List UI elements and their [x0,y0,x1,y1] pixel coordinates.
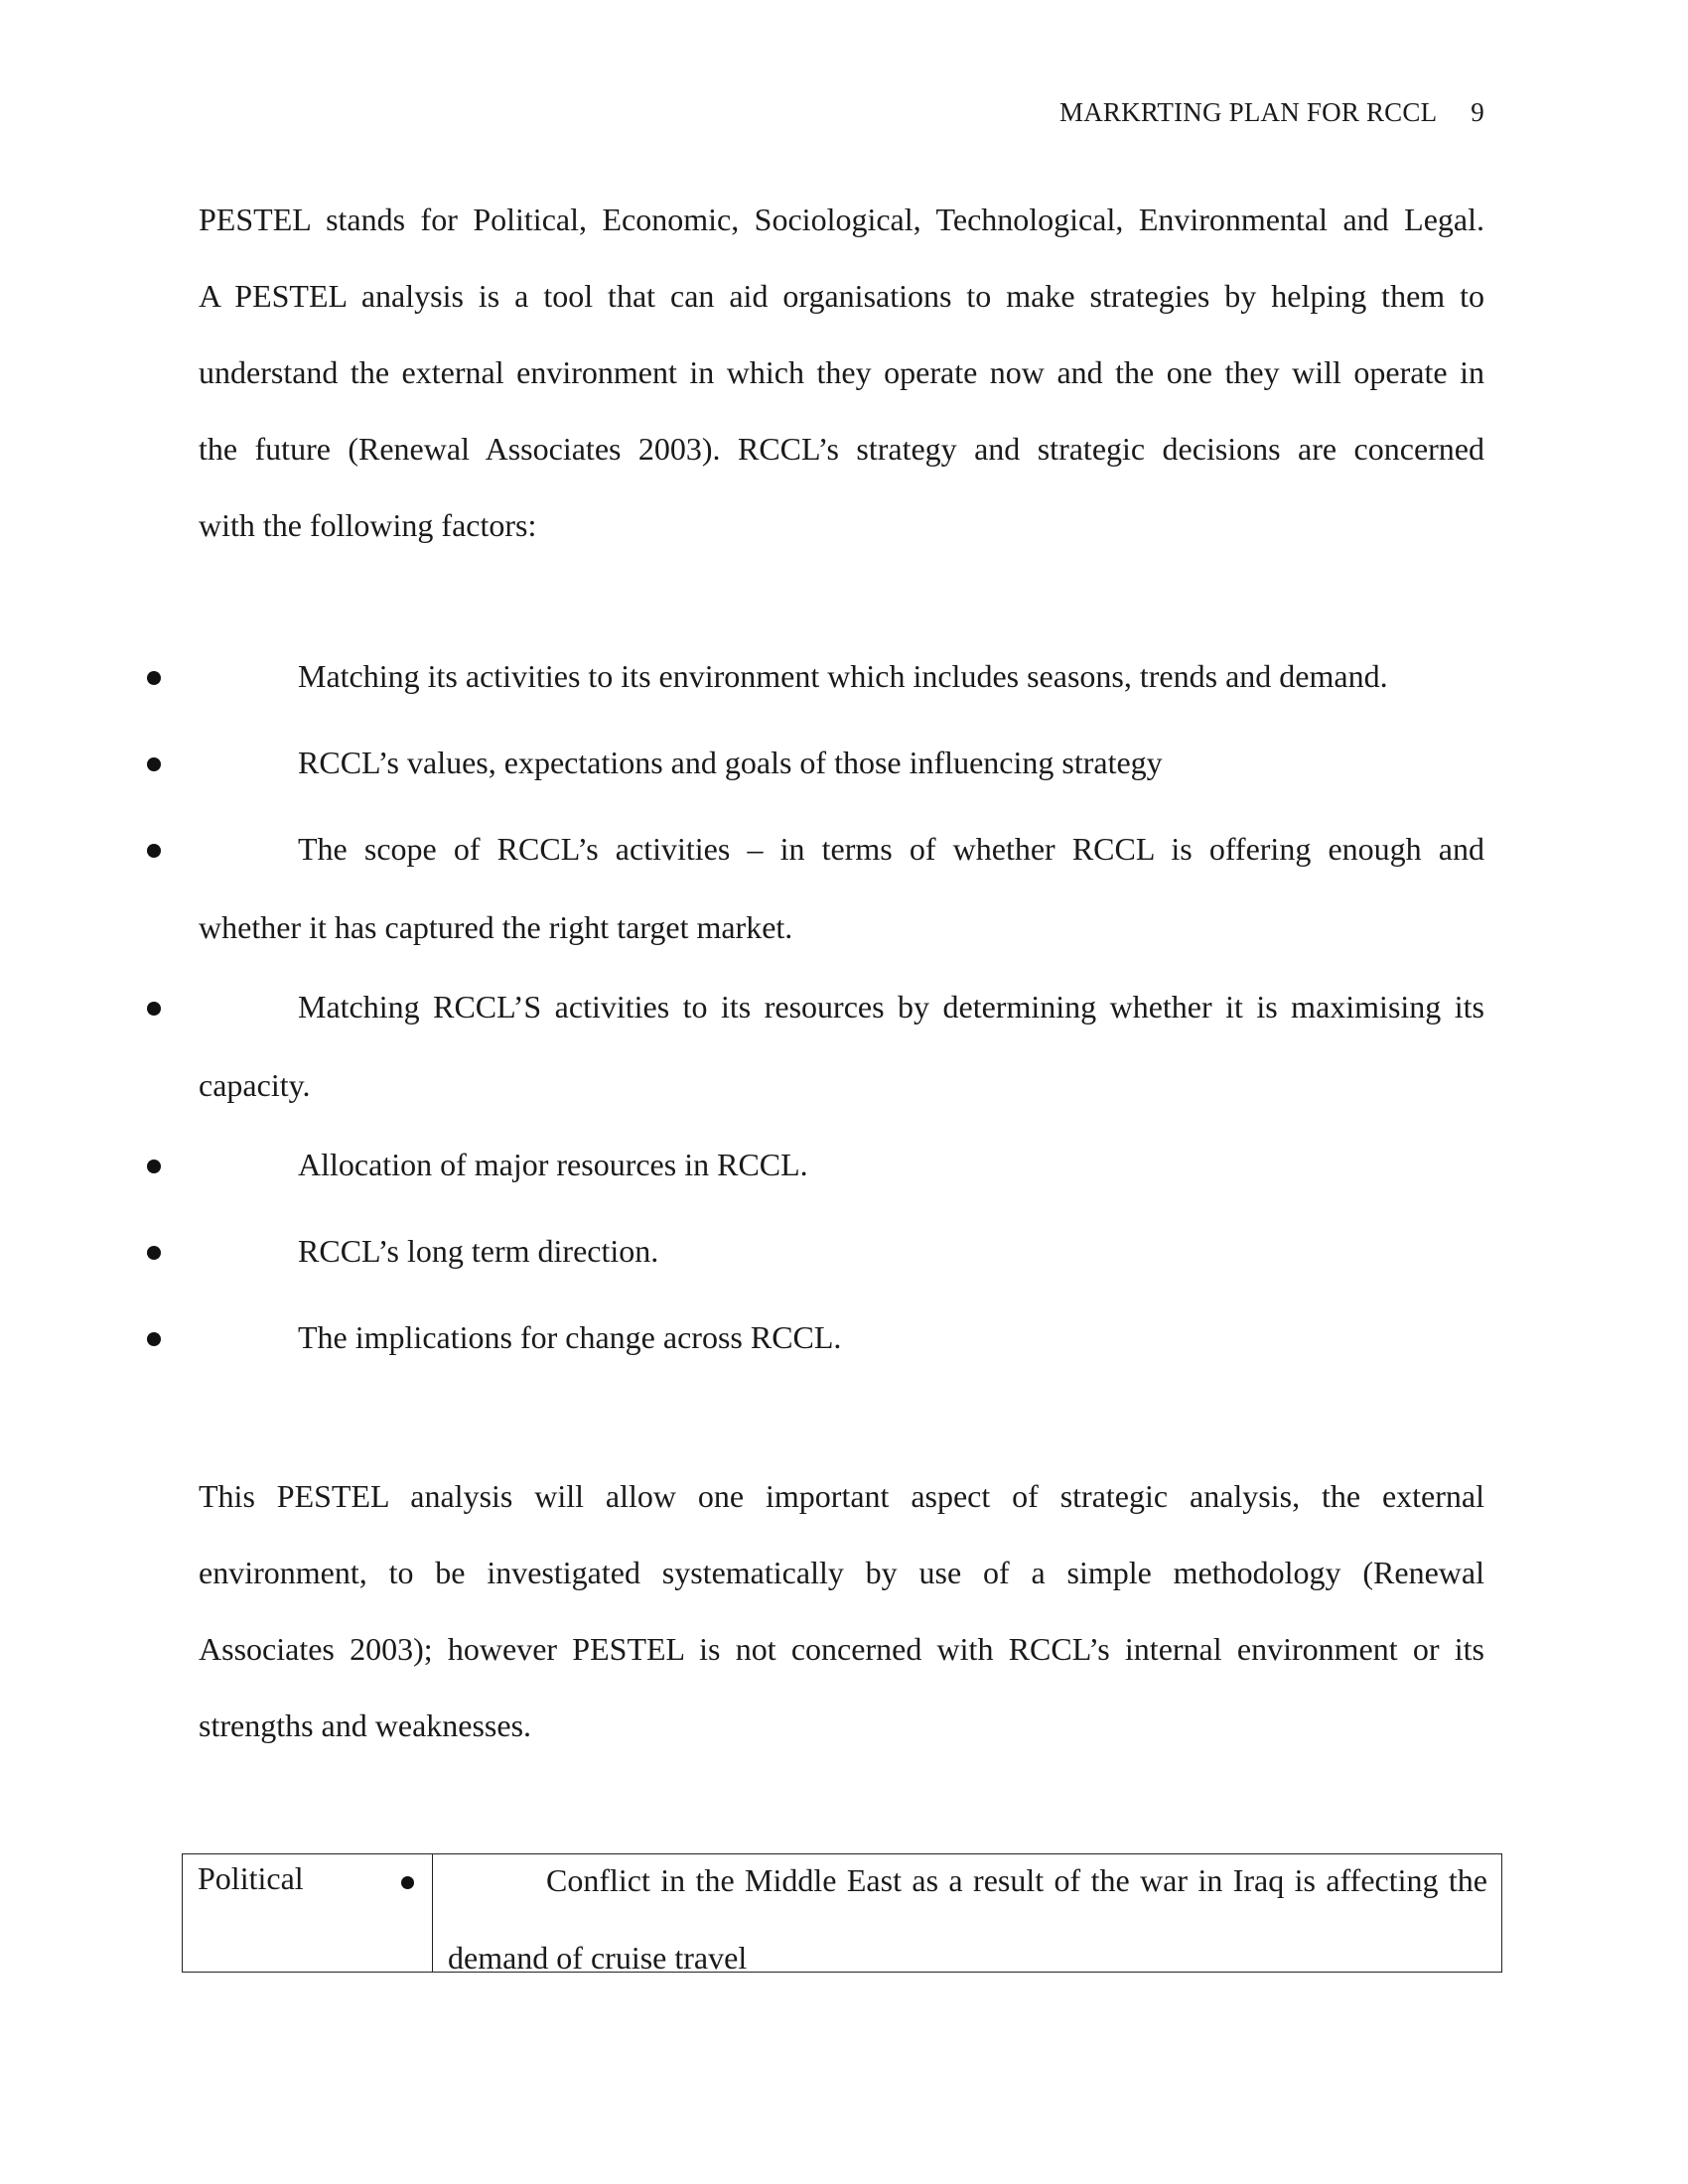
closing-line: environment, to be investigated systematically by use of a simple methodology (Renewal [199,1555,1484,1590]
list-item-text: The implications for change across RCCL. [298,1319,842,1355]
bullet-icon [147,844,161,858]
intro-line: with the following factors: [199,507,537,543]
pestel-table [182,1853,1502,1976]
intro-line: understand the external environment in which they operate now and the one they will operate in [199,354,1484,390]
closing-paragraph [199,1458,1484,1764]
intro-line: PESTEL stands for Political, Economic, Sociological, Technological, Environmental and Legal. [199,202,1484,237]
table-cell-description: Conflict in the Middle East as a result of the war in Iraq is affecting the [546,1862,1487,1898]
list-item-text: Matching its activities to its environment which includes seasons, trends and demand. [298,658,1388,694]
running-head [1059,97,1484,128]
list-item-text: Matching RCCL’S activities to its resources by determining whether it is maximising its [298,989,1484,1024]
list-item-continuation: capacity. [199,1067,311,1103]
list-item-text: RCCL’s long term direction. [298,1233,659,1269]
closing-line: strengths and weaknesses. [199,1707,532,1743]
bullet-icon [147,1246,161,1260]
bullet-icon [147,671,161,685]
closing-line: Associates 2003); however PESTEL is not concerned with RCCL’s internal environment or its [199,1631,1484,1667]
bullet-icon [147,1002,161,1016]
page-number: 9 [1471,97,1484,127]
intro-line: A PESTEL analysis is a tool that can aid organisations to make strategies by helping them to [199,278,1484,314]
table-cell-description-continuation: demand of cruise travel [448,1940,748,1976]
list-item-text: RCCL’s values, expectations and goals of those influencing strategy [298,745,1163,780]
bullet-icon [147,1332,161,1346]
intro-line: the future (Renewal Associates 2003). RCCL’s strategy and strategic decisions are concerned [199,431,1484,467]
intro-paragraph [199,182,1484,564]
list-item-text: Allocation of major resources in RCCL. [298,1147,808,1182]
closing-line: This PESTEL analysis will allow one important aspect of strategic analysis, the external [199,1478,1484,1514]
running-title: MARKRTING PLAN FOR RCCL [1059,97,1438,127]
bullet-icon [147,1160,161,1173]
list-item-text: The scope of RCCL’s activities – in terms of whether RCCL is offering enough and [298,831,1484,867]
category-label: Political [198,1860,304,1896]
list-item-continuation: whether it has captured the right target market. [199,909,793,945]
bullet-icon [147,757,161,771]
bullet-icon [401,1876,414,1889]
table-cell-category [183,1854,433,1972]
